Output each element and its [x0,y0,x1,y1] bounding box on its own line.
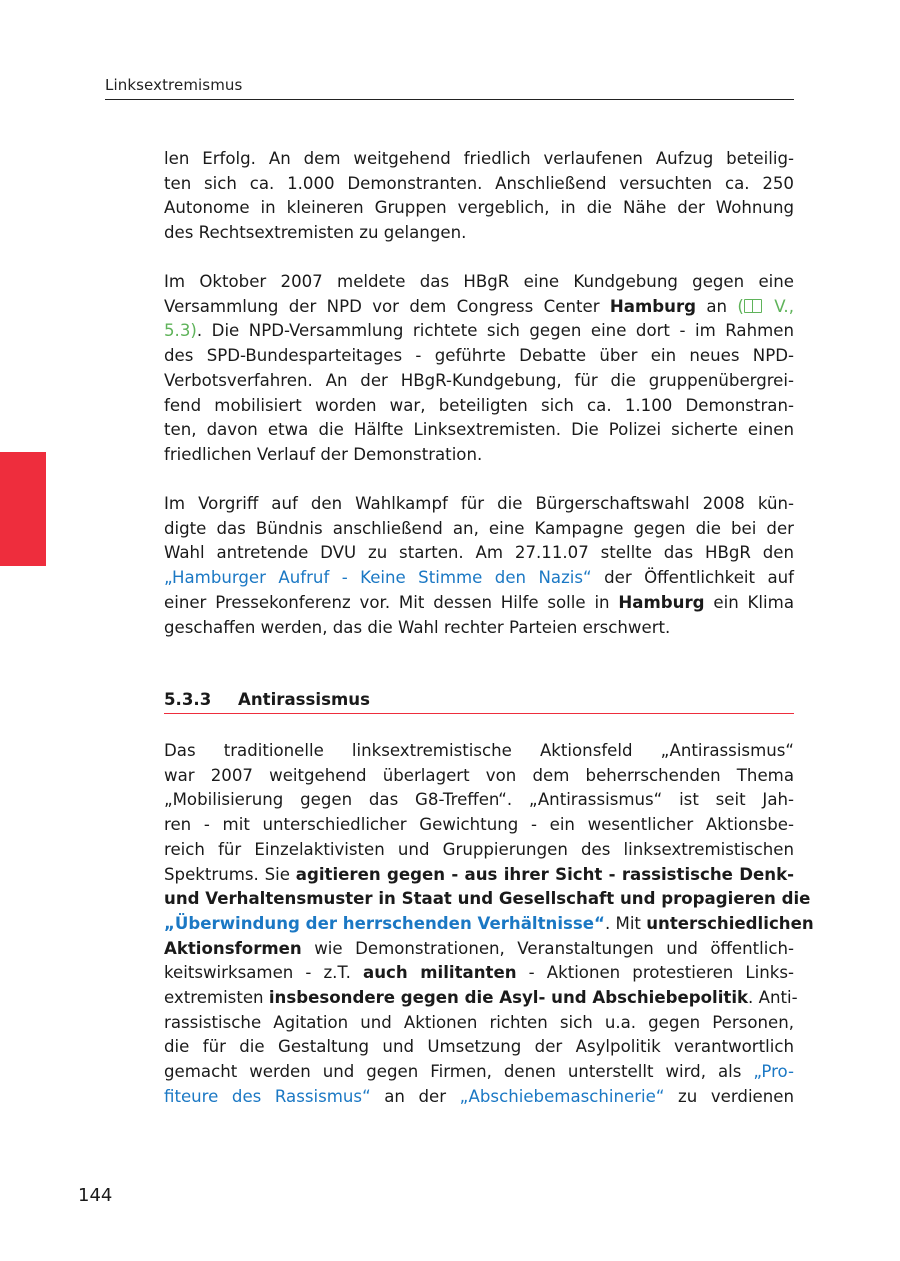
book-icon [744,299,762,313]
quote-link[interactable]: „Überwindung der herrschenden Verhältnisse“ [164,913,605,933]
paragraph-line: geschaffen werden, das die Wahl rechter Parteien erschwert. [164,617,671,637]
bold-text: Hamburg [609,296,697,316]
paragraph-1 [164,147,794,246]
paragraph-line: rassistische Agitation und Aktionen richten sich u.a. gegen Personen, [164,1012,794,1032]
paragraph-line: „Überwindung der herrschenden Verhältnisse“. Mit unterschiedlichen [164,913,814,933]
paragraph-line: ren - mit unterschiedlicher Gewichtung - ein wesentlicher Aktionsbe- [164,815,794,835]
section-title: Antirassismus [238,690,370,709]
paragraph-line [164,887,811,912]
paragraph-line: fend mobilisiert worden war, beteiligten sich ca. 1.100 Demonstran- [164,395,794,415]
paragraph-4 [164,739,814,1110]
paragraph-line: reich für Einzelaktivisten und Gruppierungen des linksextremistischen [164,839,794,859]
paragraph-line: ten sich ca. 1.000 Demonstranten. Anschließend versuchten ca. 250 [164,173,794,193]
paragraph-line: Im Oktober 2007 meldete das HBgR eine Kundgebung gegen eine [164,272,794,291]
bold-text: Hamburg [618,592,705,612]
bold-text: auch militanten [363,963,517,983]
paragraph-line: Im Vorgriff auf den Wahlkampf für die Bürgerschaftswahl 2008 kün- [164,494,794,513]
quote-link[interactable]: fiteure des Rassismus“ [164,1086,371,1106]
paragraph-line: 5.3). Die NPD-Versammlung richtete sich gegen eine dort - im Rahmen [164,321,794,341]
paragraph-line: extremisten insbesondere gegen die Asyl- und Abschiebepolitik. Anti- [164,988,798,1008]
paragraph-line: Versammlung der NPD vor dem Congress Center Hamburg an ( V., [164,296,794,316]
quote-link[interactable]: „Abschiebemaschinerie“ [459,1086,665,1106]
paragraph-line: gemacht werden und gegen Firmen, denen unterstellt wird, als „Pro- [164,1062,794,1082]
bold-text: agitieren gegen - aus ihrer Sicht - rassistische Denk- [295,864,794,884]
paragraph-line: des SPD-Bundesparteitages - geführte Debatte über ein neues NPD- [164,346,794,366]
paragraph-3 [164,492,794,640]
bold-text: und Verhaltensmuster in Staat und Gesellschaft und propagieren die [164,889,811,909]
paragraph-line: des Rechtsextremisten zu gelangen. [164,223,467,243]
paragraph-line: friedlichen Verlauf der Demonstration. [164,444,483,464]
section-number: 5.3.3 [164,690,212,709]
paragraph-line: „Hamburger Aufruf - Keine Stimme den Nazis“ der Öffentlichkeit auf [164,568,794,588]
header-rule [105,99,794,100]
paragraph-line: „Mobilisierung gegen das G8-Treffen“. „Antirassismus“ ist seit Jah- [164,790,794,810]
campaign-quote-link[interactable]: „Hamburger Aufruf - Keine Stimme den Nazis“ [164,568,592,588]
paragraph-line: digte das Bündnis anschließend an, eine Kampagne gegen die bei der [164,518,794,538]
paragraph-line: Aktionsformen wie Demonstrationen, Veranstaltungen und öffentlich- [164,938,794,958]
section-heading [164,690,794,709]
paragraph-2 [164,270,794,468]
cross-reference-link[interactable]: ( V., [737,296,794,316]
paragraph-line: ten, davon etwa die Hälfte Linksextremisten. Die Polizei sicherte einen [164,420,794,440]
paragraph-line: war 2007 weitgehend überlagert von dem beherrschenden Thema [164,765,794,785]
paragraph-line: Wahl antretende DVU zu starten. Am 27.11.07 stellte das HBgR den [164,543,794,563]
page-number: 144 [78,1185,113,1206]
section-rule [164,713,794,714]
paragraph-line: len Erfolg. An dem weitgehend friedlich verlaufenen Aufzug beteilig- [164,149,794,168]
cross-reference-link[interactable]: 5.3) [164,321,197,341]
paragraph-line: Das traditionelle linksextremistische Aktionsfeld „Antirassismus“ [164,741,794,760]
chapter-tab-marker [0,452,46,566]
paragraph-line: einer Pressekonferenz vor. Mit dessen Hilfe solle in Hamburg ein Klima [164,592,794,612]
paragraph-line: die für die Gestaltung und Umsetzung der Asylpolitik verantwortlich [164,1037,794,1057]
paragraph-line: Spektrums. Sie agitieren gegen - aus ihrer Sicht - rassistische Denk- [164,864,794,884]
quote-link[interactable]: „Pro- [753,1062,794,1082]
paragraph-line: keitswirksamen - z.T. auch militanten - Aktionen protestieren Links- [164,963,795,983]
paragraph-line: fiteure des Rassismus“ an der „Abschiebemaschinerie“ zu verdienen [164,1086,795,1106]
bold-text: insbesondere gegen die Asyl- und Abschiebepolitik [268,988,749,1008]
paragraph-line: Autonome in kleineren Gruppen vergeblich, in die Nähe der Wohnung [164,198,794,218]
bold-text: unterschiedlichen [646,913,814,933]
running-head: Linksextremismus [105,76,243,94]
paragraph-line: Verbotsverfahren. An der HBgR-Kundgebung, für die gruppenübergrei- [164,370,794,390]
bold-text: Aktionsformen [164,938,302,958]
